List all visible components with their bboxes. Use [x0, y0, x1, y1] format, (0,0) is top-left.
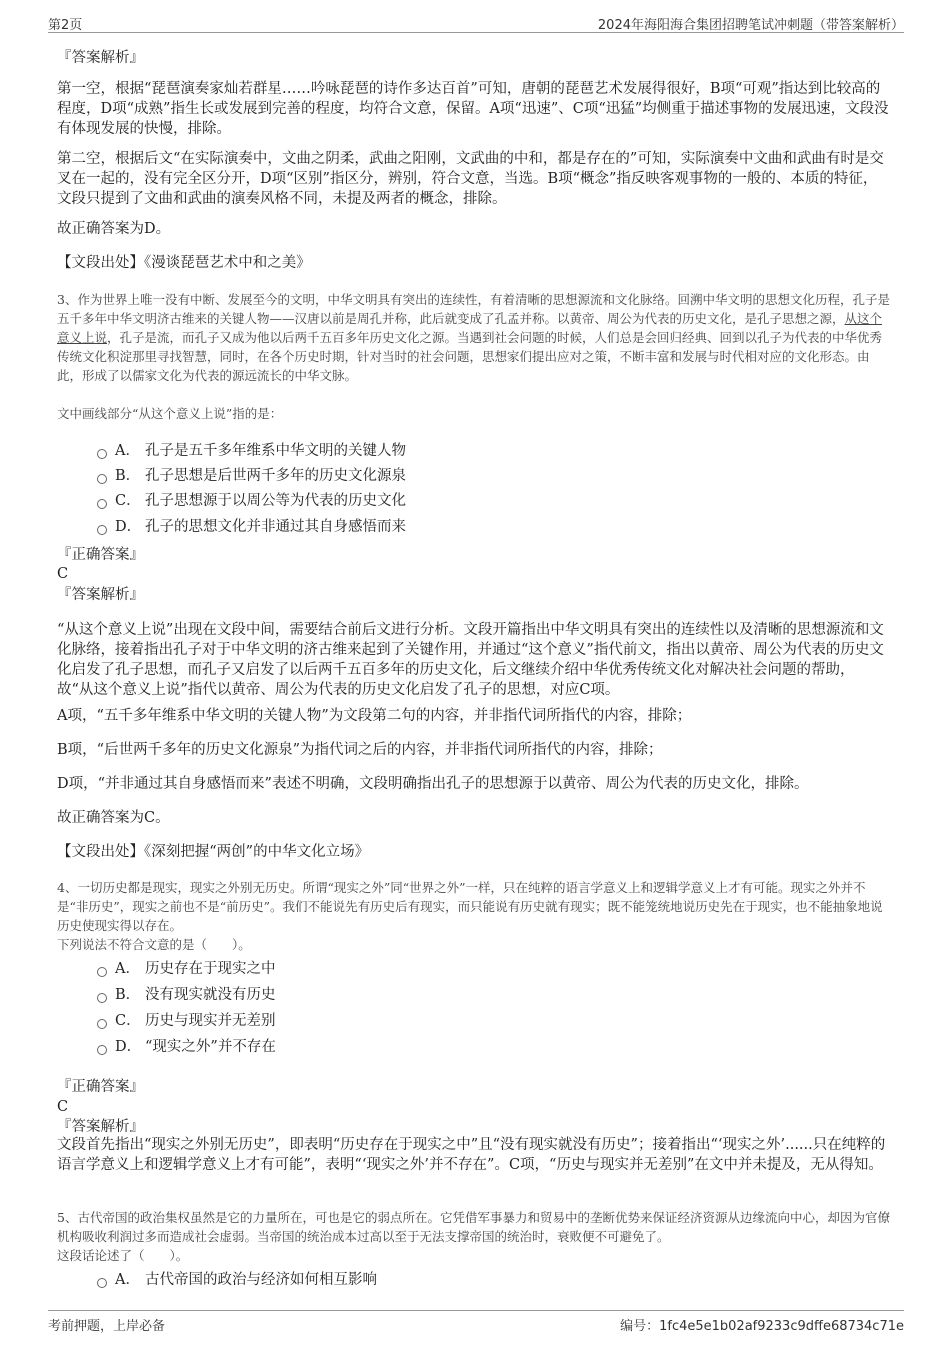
q3-prompt: 文中画线部分“从这个意义上说”指的是： [57, 406, 283, 421]
q4-option-b-text: 没有现实就没有历史 [145, 987, 276, 1003]
page-header [48, 12, 904, 33]
radio-icon[interactable] [97, 1019, 107, 1029]
q3-option-b-text: 孔子思想是后世两千多年的历史文化源泉 [145, 468, 406, 484]
q3-source: 【文段出处】《深刻把握“两创”的中华文化立场》 [57, 844, 370, 860]
q5-stem: 5、古代帝国的政治集权虽然是它的力量所在，可也是它的弱点所在。它凭借军事暴力和贸易中的垄断优势来保证经济资源从边缘流向中心，却因为官僚机构吸收利润过多而造成社会虚弱。当帝国的统治成本过高以至于无法支撑帝国的统治时，衰败便不可避免了。 [57, 1210, 890, 1244]
q5-option-a-text: 古代帝国的政治与经济如何相互影响 [145, 1272, 377, 1288]
q3-answer-tag: 『正确答案』 [57, 547, 144, 563]
q5-prompt: 这段话论述了（ ）。 [57, 1248, 189, 1263]
q3-conclusion: 故正确答案为C。 [57, 810, 170, 826]
q3-analysis-p3: B项，“后世两千多年的历史文化源泉”为指代词之后的内容，并非指代词所指代的内容，排除； [57, 742, 663, 758]
q5-option-a[interactable] [97, 1270, 377, 1290]
q3-option-b[interactable] [97, 466, 406, 486]
q3-option-b-letter: B． [115, 468, 141, 484]
radio-icon[interactable] [97, 499, 107, 509]
q3-option-c-text: 孔子思想源于以周公等为代表的历史文化 [145, 493, 406, 509]
radio-icon[interactable] [97, 449, 107, 459]
radio-icon[interactable] [97, 1278, 107, 1288]
q3-stem [57, 290, 892, 385]
page-footer [48, 1310, 904, 1334]
radio-icon[interactable] [97, 967, 107, 977]
q4-option-b-letter: B． [115, 987, 141, 1003]
q2-analysis-p2: 第二空，根据后文“在实际演奏中，文曲之阴柔，武曲之阳刚，文武曲的中和，都是存在的”可知，实际演奏中文曲和武曲有时是交叉在一起的，没有完全区分开，D项“区别”指区分，辨别，符合文意，当选。B项“概念”指反映客观事物的一般的、本质的特征，文段只提到了文曲和武曲的演奏风格不同，未提及两者的概念，排除。 [57, 151, 884, 207]
q4-option-a-text: 历史存在于现实之中 [145, 961, 276, 977]
q4-option-d-letter: D． [115, 1039, 142, 1055]
q3-stem-underline: 从这个意义上说 [57, 311, 883, 345]
document-title: 2024年海阳海合集团招聘笔试冲刺题（带答案解析） [597, 18, 904, 33]
q3-analysis-p4: D项，“并非通过其自身感悟而来”表述不明确，文段明确指出孔子的思想源于以黄帝、周公为代表的历史文化，排除。 [57, 776, 809, 792]
q4-option-a[interactable] [97, 959, 276, 979]
q3-option-d-letter: D． [115, 519, 142, 535]
q2-source: 【文段出处】《漫谈琵琶艺术中和之美》 [57, 255, 311, 271]
q4-analysis: 文段首先指出“现实之外别无历史”，即表明“历史存在于现实之中”且“没有现实就没有历史”；接着指出“‘现实之外’......只在纯粹的语言学意义上和逻辑学意义上才有可能”，表明“‘现实之外’并不存在”。C项，“历史与现实并无差别”在文中并未提及，无从得知。 [57, 1137, 886, 1173]
q2-analysis-tag: 『答案解析』 [57, 50, 144, 66]
q4-answer-tag: 『正确答案』 [57, 1079, 144, 1095]
q3-option-c-letter: C． [115, 493, 141, 509]
q3-option-d-text: 孔子的思想文化并非通过其自身感悟而来 [145, 519, 406, 535]
page-number: 第2页 [48, 18, 83, 33]
q3-option-d[interactable] [97, 517, 406, 537]
footer-slogan: 考前押题，上岸必备 [48, 1319, 166, 1334]
q4-prompt: 下列说法不符合文意的是（ ）。 [57, 937, 251, 952]
radio-icon[interactable] [97, 1045, 107, 1055]
q4-option-d[interactable] [97, 1037, 276, 1057]
q4-option-c-text: 历史与现实并无差别 [145, 1013, 276, 1029]
q3-option-a-text: 孔子是五千多年维系中华文明的关键人物 [145, 443, 406, 459]
q4-option-d-text: “现实之外”并不存在 [145, 1039, 276, 1055]
q3-stem-after: ，孔子是流，而孔子又成为他以后两千五百多年历史文化之源。当遇到社会问题的时候，人们总是会回归经典、回到以孔子为代表的中华优秀传统文化积淀那里寻找智慧，同时，在各个历史时期，针对当时的社会问题，思想家们提出应对之策，不断丰富和发展与时代相对应的文化形态。由此，形成了以儒家文化为代表的源远流长的中华文脉。 [57, 330, 883, 383]
q3-analysis-p1: “从这个意义上说”出现在文段中间，需要结合前后文进行分析。文段开篇指出中华文明具有突出的连续性以及清晰的思想源流和文化脉络，接着指出孔子对于中华文明的济古维来起到了关键作用，并通过“这个意义”指代前文，指出以黄帝、周公为代表的历史文化启发了孔子思想，而孔子又启发了以后两千五百多年的历史文化，后文继续介绍中华优秀传统文化对解决社会问题的帮助，故“从这个意义上说”指代以黄帝、周公为代表的历史文化启发了孔子的思想，对应C项。 [57, 622, 884, 698]
radio-icon[interactable] [97, 474, 107, 484]
q3-answer: C [57, 566, 69, 582]
q4-option-b[interactable] [97, 985, 276, 1005]
radio-icon[interactable] [97, 993, 107, 1003]
q4-option-c-letter: C． [115, 1013, 141, 1029]
radio-icon[interactable] [97, 525, 107, 535]
q3-option-a[interactable] [97, 441, 406, 461]
q3-analysis-p2: A项，“五千多年维系中华文明的关键人物”为文段第二句的内容，并非指代词所指代的内容，排除； [57, 708, 692, 724]
q4-analysis-tag: 『答案解析』 [57, 1119, 144, 1135]
q2-analysis-p1: 第一空，根据“琵琶演奏家灿若群星……吟咏琵琶的诗作多达百首”可知，唐朝的琵琶艺术发展得很好，B项“可观”指达到比较高的程度，D项“成熟”指生长或发展到完善的程度，均符合文意，保留。A项“迅速”、C项“迅猛”均侧重于描述事物的发展迅速，文段没有体现发展的快慢，排除。 [57, 81, 889, 137]
q3-option-c[interactable] [97, 491, 406, 511]
q3-stem-before: 3、作为世界上唯一没有中断、发展至今的文明，中华文明具有突出的连续性，有着清晰的思想源流和文化脉络。回溯中华文明的思想文化历程，孔子是五千多年中华文明济古维来的关键人物——汉唐以前是周孔并称，此后就变成了孔孟并称。以黄帝、周公为代表的历史文化，是孔子思想之源， [57, 292, 890, 326]
q3-option-a-letter: A． [115, 443, 140, 459]
q4-answer: C [57, 1099, 69, 1115]
q4-stem: 4、一切历史都是现实，现实之外别无历史。所谓“现实之外”同“世界之外”一样，只在纯粹的语言学意义上和逻辑学意义上才有可能。现实之外并不是“非历史”，现实之前也不是“前历史”。我们不能说先有历史后有现实，而只能说有历史就有现实；既不能笼统地说历史先在于现实，也不能抽象地说历史使现实得以存在。 [57, 880, 883, 933]
q5-option-a-letter: A． [115, 1272, 140, 1288]
q3-analysis-tag: 『答案解析』 [57, 587, 144, 603]
q4-option-a-letter: A． [115, 961, 140, 977]
q4-option-c[interactable] [97, 1011, 276, 1031]
document-serial: 编号：1fc4e5e1b02af9233c9dffe68734c71e [620, 1319, 904, 1334]
q2-conclusion: 故正确答案为D。 [57, 221, 171, 237]
